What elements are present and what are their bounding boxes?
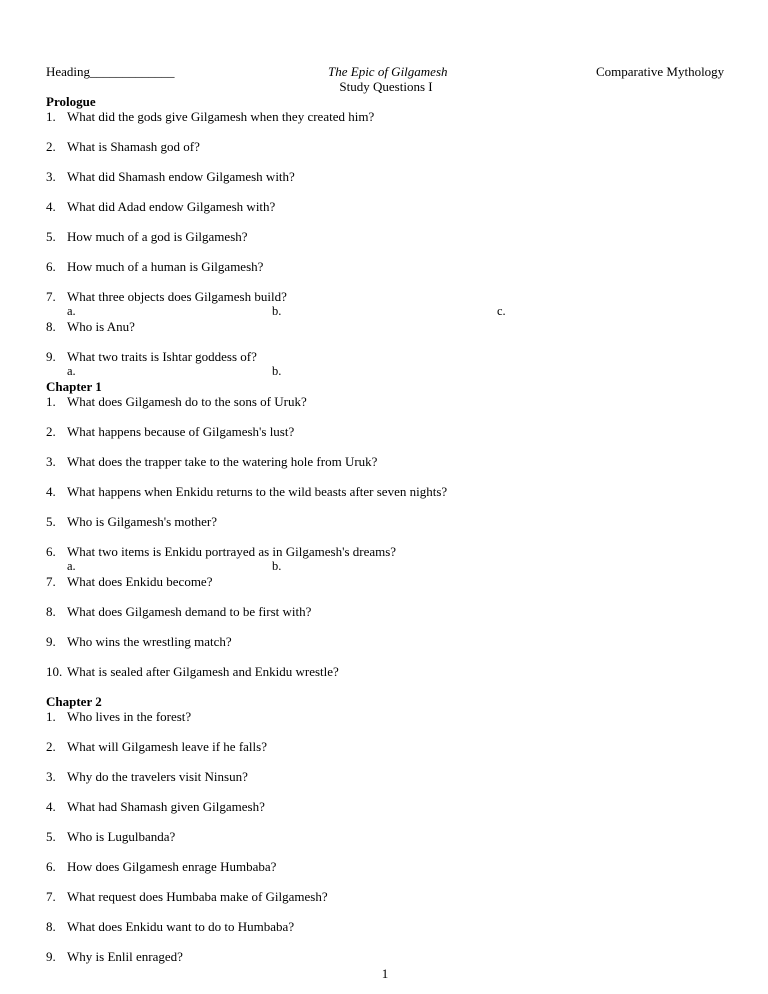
question-text: What happens because of Gilgamesh's lust? — [67, 424, 295, 439]
question-text: Who wins the wrestling match? — [67, 634, 232, 649]
question-text: How much of a human is Gilgamesh? — [67, 259, 264, 274]
question-text: Who lives in the forest? — [67, 709, 192, 724]
question-text: What is sealed after Gilgamesh and Enkidu wrestle? — [67, 664, 339, 679]
question-number: 5. — [46, 229, 56, 244]
question-number: 3. — [46, 454, 56, 469]
question-text: What is Shamash god of? — [67, 139, 200, 154]
question-text: What does Gilgamesh demand to be first with? — [67, 604, 312, 619]
question-number: 8. — [46, 604, 56, 619]
question-text: What does the trapper take to the watering hole from Uruk? — [67, 454, 378, 469]
question-number: 1. — [46, 709, 56, 724]
question-number: 9. — [46, 349, 56, 364]
question-number: 4. — [46, 799, 56, 814]
question-number: 3. — [46, 769, 56, 784]
answer-option-a: a. — [67, 559, 76, 573]
question-text: What did Adad endow Gilgamesh with? — [67, 199, 276, 214]
question-text: What happens when Enkidu returns to the wild beasts after seven nights? — [67, 484, 448, 499]
question-number: 5. — [46, 829, 56, 844]
question-text: Who is Gilgamesh's mother? — [67, 514, 218, 529]
answer-option-b: b. — [272, 364, 282, 378]
answer-option-b: b. — [272, 304, 282, 318]
question-number: 6. — [46, 259, 56, 274]
question-text: What does Enkidu become? — [67, 574, 213, 589]
question-number: 5. — [46, 514, 56, 529]
question-text: What three objects does Gilgamesh build? — [67, 289, 287, 304]
question-text: What did Shamash endow Gilgamesh with? — [67, 169, 295, 184]
question-number: 8. — [46, 319, 56, 334]
heading-label: Heading — [46, 64, 91, 79]
heading-field[interactable] — [46, 64, 175, 79]
question-text: Who is Lugulbanda? — [67, 829, 176, 844]
question-number: 2. — [46, 739, 56, 754]
answer-option-a: a. — [67, 364, 76, 378]
section-title: Chapter 2 — [46, 694, 102, 709]
question-number: 7. — [46, 289, 56, 304]
question-number: 7. — [46, 574, 56, 589]
question-text: Why is Enlil enraged? — [67, 949, 183, 964]
answer-option-a: a. — [67, 304, 76, 318]
question-text: What did the gods give Gilgamesh when they created him? — [67, 109, 375, 124]
question-number: 8. — [46, 919, 56, 934]
question-number: 4. — [46, 484, 56, 499]
page-number: 1 — [381, 966, 389, 981]
question-text: What does Enkidu want to do to Humbaba? — [67, 919, 295, 934]
answer-option-b: b. — [272, 559, 282, 573]
question-number: 7. — [46, 889, 56, 904]
question-number: 2. — [46, 424, 56, 439]
question-text: What two traits is Ishtar goddess of? — [67, 349, 257, 364]
question-text: How does Gilgamesh enrage Humbaba? — [67, 859, 277, 874]
question-number: 3. — [46, 169, 56, 184]
question-number: 1. — [46, 394, 56, 409]
question-number: 9. — [46, 634, 56, 649]
question-text: Who is Anu? — [67, 319, 135, 334]
question-number: 6. — [46, 859, 56, 874]
document-subtitle: Study Questions I — [339, 79, 433, 94]
question-number: 1. — [46, 109, 56, 124]
question-number: 6. — [46, 544, 56, 559]
question-text: What two items is Enkidu portrayed as in Gilgamesh's dreams? — [67, 544, 397, 559]
question-text: What request does Humbaba make of Gilgamesh? — [67, 889, 328, 904]
question-number: 2. — [46, 139, 56, 154]
heading-blank: _____________ — [90, 64, 175, 79]
course-name: Comparative Mythology — [596, 64, 725, 79]
question-number: 10. — [46, 664, 63, 679]
answer-option-c: c. — [497, 304, 506, 318]
question-text: Why do the travelers visit Ninsun? — [67, 769, 248, 784]
question-number: 4. — [46, 199, 56, 214]
document-title: The Epic of Gilgamesh — [328, 64, 448, 79]
question-text: What had Shamash given Gilgamesh? — [67, 799, 265, 814]
section-title: Chapter 1 — [46, 379, 102, 394]
question-text: What does Gilgamesh do to the sons of Uruk? — [67, 394, 307, 409]
question-text: What will Gilgamesh leave if he falls? — [67, 739, 267, 754]
question-number: 9. — [46, 949, 56, 964]
section-title: Prologue — [46, 94, 96, 109]
question-text: How much of a god is Gilgamesh? — [67, 229, 248, 244]
